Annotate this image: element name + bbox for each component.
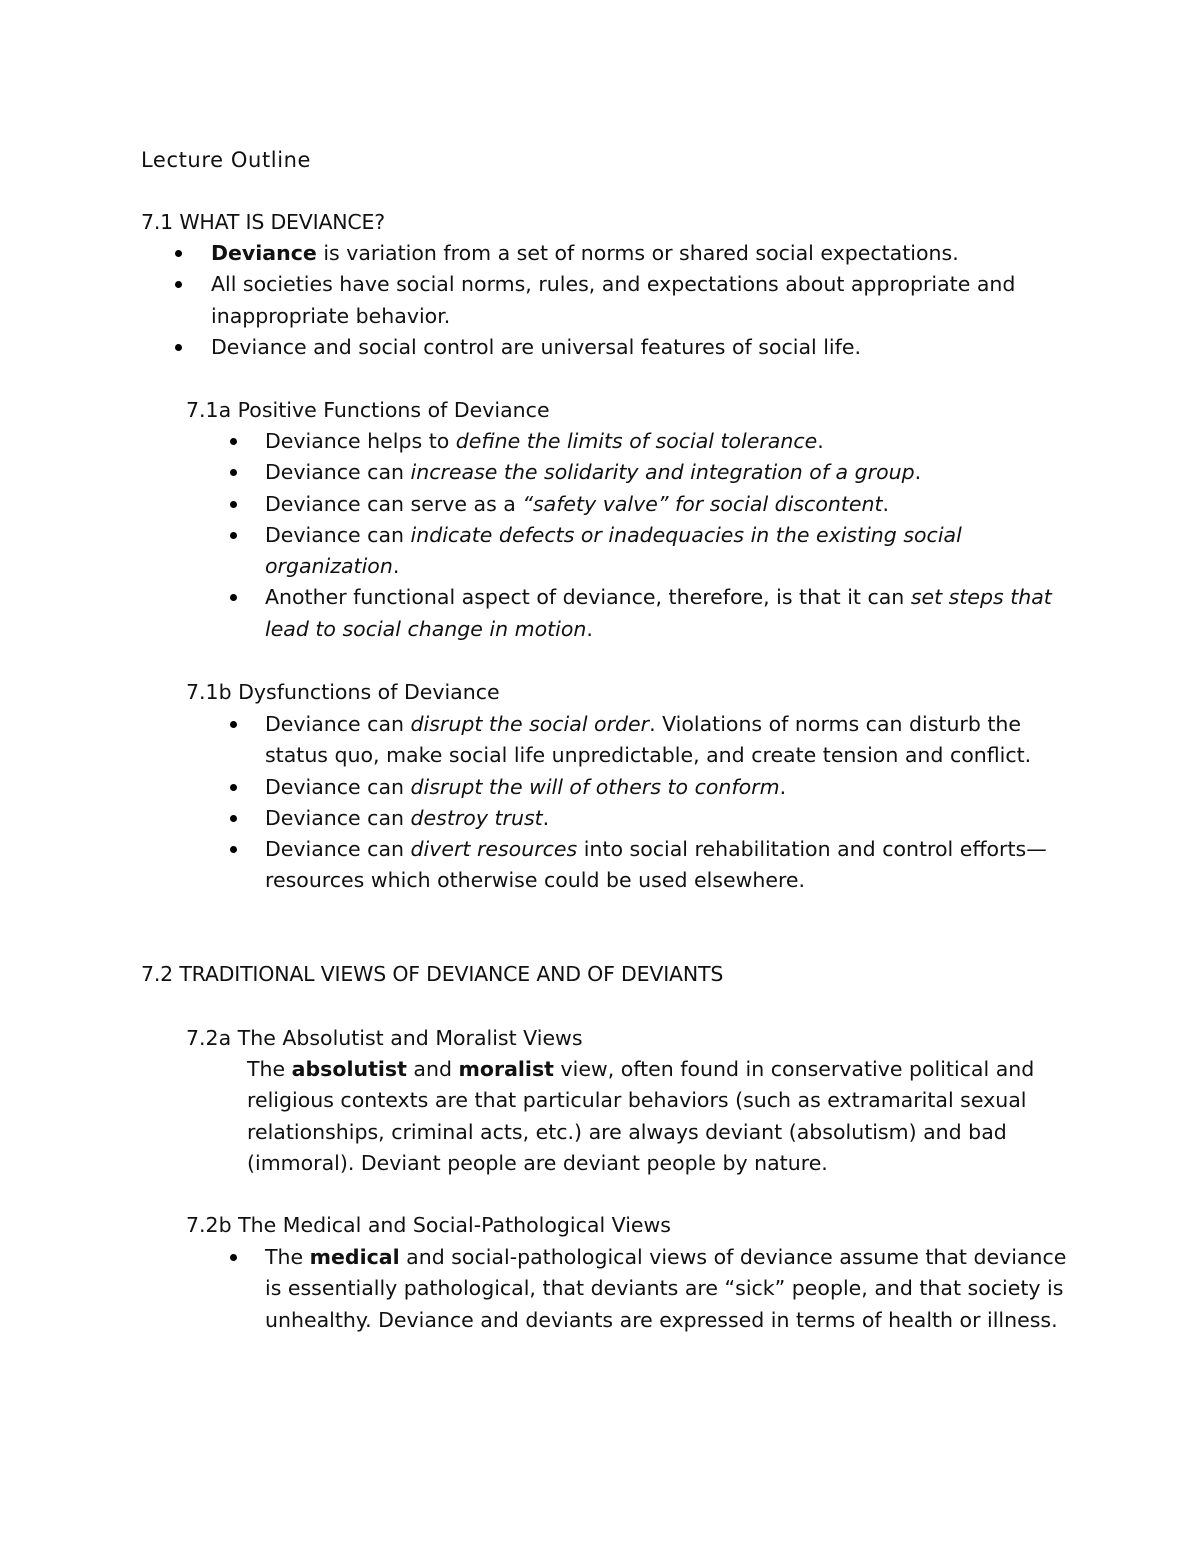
section-7-2a-paragraph: The absolutist and moralist view, often found in conservative political and religious contexts are that particular behaviors (such as extramarital sexual relationships, criminal acts, etc.) are always deviant (absolutism) and bad (immoral). Deviant people are deviant people by nature.: [247, 1057, 1035, 1175]
list-item: The medical and social-pathological views of deviance assume that deviance is essentially pathological, that deviants are “sick” people, and that society is unhealthy. Deviance and deviants are expressed in terms of health or illness.: [265, 1242, 1085, 1336]
list-item: Another functional aspect of deviance, therefore, is that it can set steps that lead to social change in motion.: [265, 582, 1085, 645]
list-item: Deviance is variation from a set of norms or shared social expectations.: [211, 238, 1071, 269]
section-7-1-heading: 7.1 WHAT IS DEVIANCE?: [141, 210, 385, 234]
list-item: All societies have social norms, rules, and expectations about appropriate and inappropriate behavior.: [211, 269, 1071, 332]
term-medical: medical: [309, 1245, 400, 1269]
list-item: Deviance can serve as a “safety valve” for social discontent.: [265, 489, 1085, 520]
section-7-1b-list: [265, 709, 1085, 897]
section-7-2b-heading: 7.2b The Medical and Social-Pathological Views: [186, 1213, 671, 1237]
section-7-1-list: [211, 238, 1071, 363]
page-title: Lecture Outline: [141, 148, 312, 172]
list-item: Deviance can disrupt the will of others to conform.: [265, 772, 1085, 803]
section-7-2a-heading: 7.2a The Absolutist and Moralist Views: [186, 1026, 583, 1050]
list-item: Deviance can indicate defects or inadequacies in the existing social organization.: [265, 520, 1085, 583]
list-item: Deviance can disrupt the social order. Violations of norms can disturb the status quo, make social life unpredictable, and create tension and conflict.: [265, 709, 1085, 772]
section-7-1a-heading: 7.1a Positive Functions of Deviance: [186, 398, 550, 422]
list-item: Deviance helps to define the limits of social tolerance.: [265, 426, 1085, 457]
section-7-2-heading: 7.2 TRADITIONAL VIEWS OF DEVIANCE AND OF DEVIANTS: [141, 962, 724, 986]
term-absolutist: absolutist: [291, 1057, 407, 1081]
list-item: Deviance can divert resources into social rehabilitation and control efforts—resources which otherwise could be used elsewhere.: [265, 834, 1085, 897]
section-7-1b-heading: 7.1b Dysfunctions of Deviance: [186, 680, 500, 704]
list-item: Deviance can destroy trust.: [265, 803, 1085, 834]
section-7-1a-list: [265, 426, 1085, 645]
list-item: Deviance and social control are universal features of social life.: [211, 332, 1071, 363]
section-7-2b-list: [265, 1242, 1085, 1336]
list-item: Deviance can increase the solidarity and integration of a group.: [265, 457, 1085, 488]
term-deviance: Deviance: [211, 241, 317, 265]
term-moralist: moralist: [458, 1057, 554, 1081]
